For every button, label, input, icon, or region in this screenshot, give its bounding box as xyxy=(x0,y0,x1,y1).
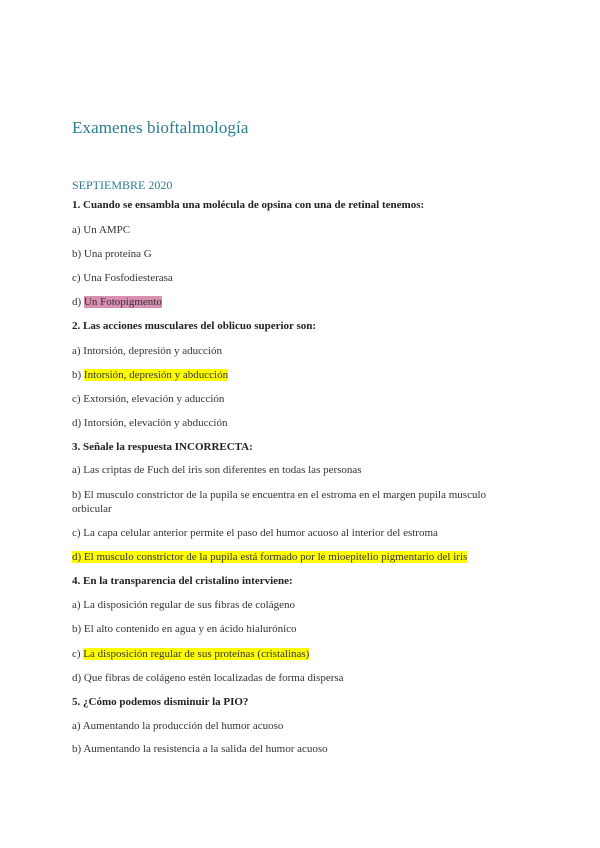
q4-option-b: b) El alto contenido en agua y en ácido hialurónico xyxy=(72,623,297,635)
question-1: 1. Cuando se ensambla una molécula de opsina con una de retinal tenemos: xyxy=(72,199,425,211)
q1-option-a: a) Un AMPC xyxy=(72,224,131,236)
q2-option-b: b) Intorsión, depresión y abducción xyxy=(72,369,229,381)
q4-option-c: c) La disposición regular de sus proteínas (cristalinas) xyxy=(72,648,310,660)
q5-option-a: a) Aumentando la producción del humor acuoso xyxy=(72,720,284,732)
highlighted-answer: Intorsión, depresión y abducción xyxy=(83,369,229,381)
section-heading: SEPTIEMBRE 2020 xyxy=(72,178,173,192)
q3-option-c: c) La capa celular anterior permite el paso del humor acuoso al interior del estroma xyxy=(72,527,438,539)
highlighted-answer: d) El musculo constrictor de la pupila está formado por le mioepitelio pigmentario del iris xyxy=(72,551,468,563)
q4-option-d: d) Que fibras de colágeno estén localizadas de forma dispersa xyxy=(72,672,344,684)
document-title: Examenes bioftalmología xyxy=(72,118,249,137)
q4-option-a: a) La disposición regular de sus fibras de colágeno xyxy=(72,599,295,611)
highlighted-answer: Un Fotopigmento xyxy=(83,296,162,308)
question-5: 5. ¿Cómo podemos disminuir la PIO? xyxy=(72,696,249,708)
question-2: 2. Las acciones musculares del oblicuo superior son: xyxy=(72,320,317,332)
question-3: 3. Señale la respuesta INCORRECTA: xyxy=(72,441,253,453)
q3-option-b: b) El musculo constrictor de la pupila se encuentra en el estroma en el margen pupila musculo orbicular xyxy=(72,489,487,515)
question-4: 4. En la transparencia del cristalino interviene: xyxy=(72,575,293,587)
highlighted-answer: La disposición regular de sus proteínas (cristalinas) xyxy=(83,648,310,660)
q1-option-b: b) Una proteína G xyxy=(72,248,152,260)
q5-option-b: b) Aumentando la resistencia a la salida del humor acuoso xyxy=(72,743,328,755)
q2-option-c: c) Extorsión, elevación y aducción xyxy=(72,393,225,405)
q3-option-a: a) Las criptas de Fuch del iris son diferentes en todas las personas xyxy=(72,464,362,476)
q1-option-d: d) Un Fotopigmento xyxy=(72,296,162,308)
q2-option-d: d) Intorsión, elevación y abducción xyxy=(72,417,228,429)
q3-option-d xyxy=(72,551,467,563)
q2-option-a: a) Intorsión, depresión y aducción xyxy=(72,345,222,357)
q1-option-c: c) Una Fosfodiesterasa xyxy=(72,272,173,284)
